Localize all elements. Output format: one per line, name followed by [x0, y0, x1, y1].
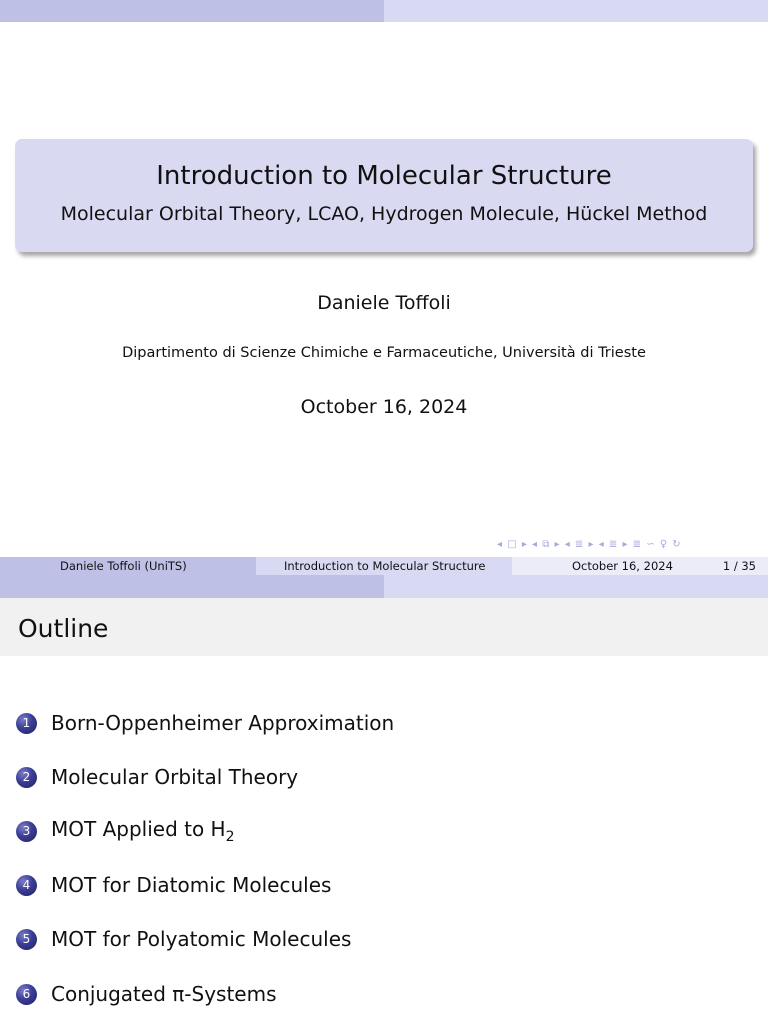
toc-item[interactable] [16, 979, 277, 1009]
presentation-subtitle: Molecular Orbital Theory, LCAO, Hydrogen Molecule, Hückel Method [60, 203, 708, 225]
toc-item[interactable] [16, 816, 235, 846]
header-bar-right [384, 0, 768, 22]
presentation-title: Introduction to Molecular Structure [156, 161, 612, 191]
toc-item-label: Conjugated π-Systems [51, 982, 277, 1006]
section-number-ball: 4 [16, 875, 37, 896]
toc-item-label: Born-Oppenheimer Approximation [51, 711, 395, 735]
affiliation: Dipartimento di Scienze Chimiche e Farmaceutiche, Università di Trieste [122, 345, 646, 361]
footer-title [256, 557, 512, 575]
footer-title-text: Introduction to Molecular Structure [284, 559, 486, 573]
section-number-ball: 3 [16, 821, 37, 842]
toc-item[interactable] [16, 924, 351, 954]
section-number-ball: 2 [16, 767, 37, 788]
section-number-ball: 5 [16, 929, 37, 950]
toc-item-text: MOT Applied to H [51, 817, 226, 841]
footer-date-page [512, 557, 768, 575]
section-number-ball: 1 [16, 713, 37, 734]
frame-title-bar [0, 598, 768, 656]
toc-item-label: MOT for Diatomic Molecules [51, 873, 332, 897]
toc-item[interactable] [16, 762, 298, 792]
section-number-ball: 6 [16, 984, 37, 1005]
toc-item-label: MOT for Polyatomic Molecules [51, 927, 352, 951]
title-block [15, 139, 753, 252]
slide2-header-bar-right [384, 575, 768, 598]
presentation-date: October 16, 2024 [300, 396, 468, 418]
toc-item-label [51, 817, 235, 845]
toc-item[interactable] [16, 708, 394, 738]
footer-date-text: October 16, 2024 [572, 559, 673, 573]
header-bar-left [0, 0, 384, 22]
footer-author [0, 557, 256, 575]
slide2-header-bar-left [0, 575, 384, 598]
subscript: 2 [225, 829, 235, 845]
author-name: Daniele Toffoli [317, 292, 451, 314]
footer-author-text: Daniele Toffoli (UniTS) [60, 559, 187, 573]
toc-item-label: Molecular Orbital Theory [51, 765, 299, 789]
frame-title: Outline [18, 614, 109, 643]
footer-page-number: 1 / 35 [722, 559, 756, 573]
beamer-navigation-icons[interactable]: ◂ □ ▸ ◂ ⧉ ▸ ◂ ≣ ▸ ◂ ≣ ▸ ≣ ∽ ♀ ↻ [497, 539, 682, 550]
toc-item[interactable] [16, 870, 331, 900]
